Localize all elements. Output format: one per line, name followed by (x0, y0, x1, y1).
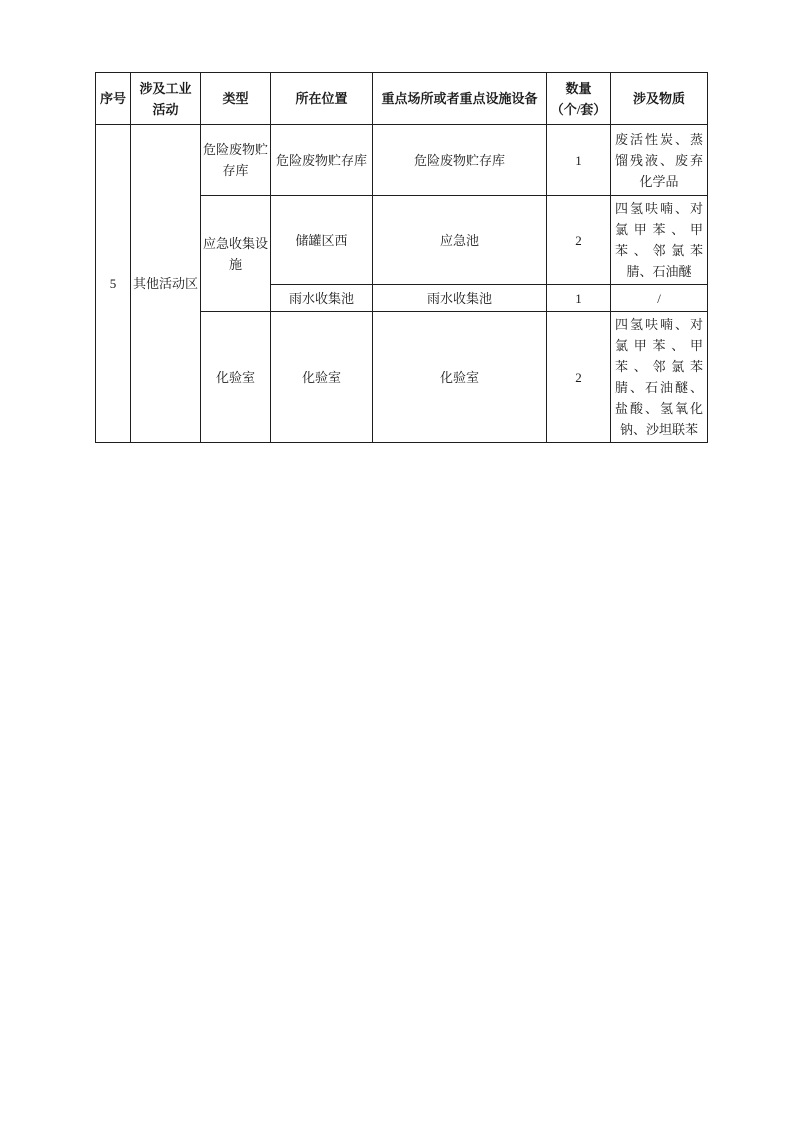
cell-quantity: 1 (547, 285, 611, 312)
table-header-row (96, 73, 708, 125)
header-type-label: 类型 (222, 91, 249, 106)
cell-location: 化验室 (271, 312, 373, 443)
header-location-label: 所在位置 (295, 91, 348, 106)
cell-quantity: 1 (547, 125, 611, 196)
header-activity (131, 73, 201, 125)
cell-quantity: 2 (547, 196, 611, 285)
cell-substances: / (611, 285, 708, 312)
header-quantity-label-line1: 数量 (565, 80, 592, 96)
header-activity-label-line2: 活动 (152, 101, 179, 117)
table-row-hazardous-waste-storage (96, 125, 708, 196)
cell-location: 危险废物贮存库 (271, 125, 373, 196)
header-substances-label: 涉及物质 (632, 91, 685, 106)
cell-facility: 化验室 (373, 312, 547, 443)
header-substances (611, 73, 708, 125)
header-location (271, 73, 373, 125)
cell-location: 雨水收集池 (271, 285, 373, 312)
header-quantity-label-line2: （个/套） (550, 101, 607, 117)
header-serial-label: 序号 (99, 91, 126, 106)
header-facility-label: 重点场所或者重点设施设备 (381, 91, 538, 106)
cell-facility: 应急池 (373, 196, 547, 285)
header-activity-label-line1: 涉及工业 (139, 80, 192, 96)
header-facility (373, 73, 547, 125)
cell-type: 化验室 (201, 312, 271, 443)
cell-substances: 四氢呋喃、对氯甲苯、甲苯、邻氯苯腈、石油醚 (611, 196, 708, 285)
header-type (201, 73, 271, 125)
cell-substances: 废活性炭、蒸馏残液、废弃化学品 (611, 125, 708, 196)
header-quantity (547, 73, 611, 125)
cell-type: 危险废物贮存库 (201, 125, 271, 196)
cell-location: 储罐区西 (271, 196, 373, 285)
cell-substances: 四氢呋喃、对氯甲苯、甲苯、邻氯苯腈、石油醚、盐酸、氢氧化钠、沙坦联苯 (611, 312, 708, 443)
cell-facility: 雨水收集池 (373, 285, 547, 312)
cell-industrial-activity: 其他活动区 (131, 125, 201, 443)
cell-serial-number: 5 (96, 125, 131, 443)
cell-type: 应急收集设施 (201, 196, 271, 312)
cell-facility: 危险废物贮存库 (373, 125, 547, 196)
header-serial (96, 73, 131, 125)
cell-quantity: 2 (547, 312, 611, 443)
facility-table (95, 72, 708, 443)
